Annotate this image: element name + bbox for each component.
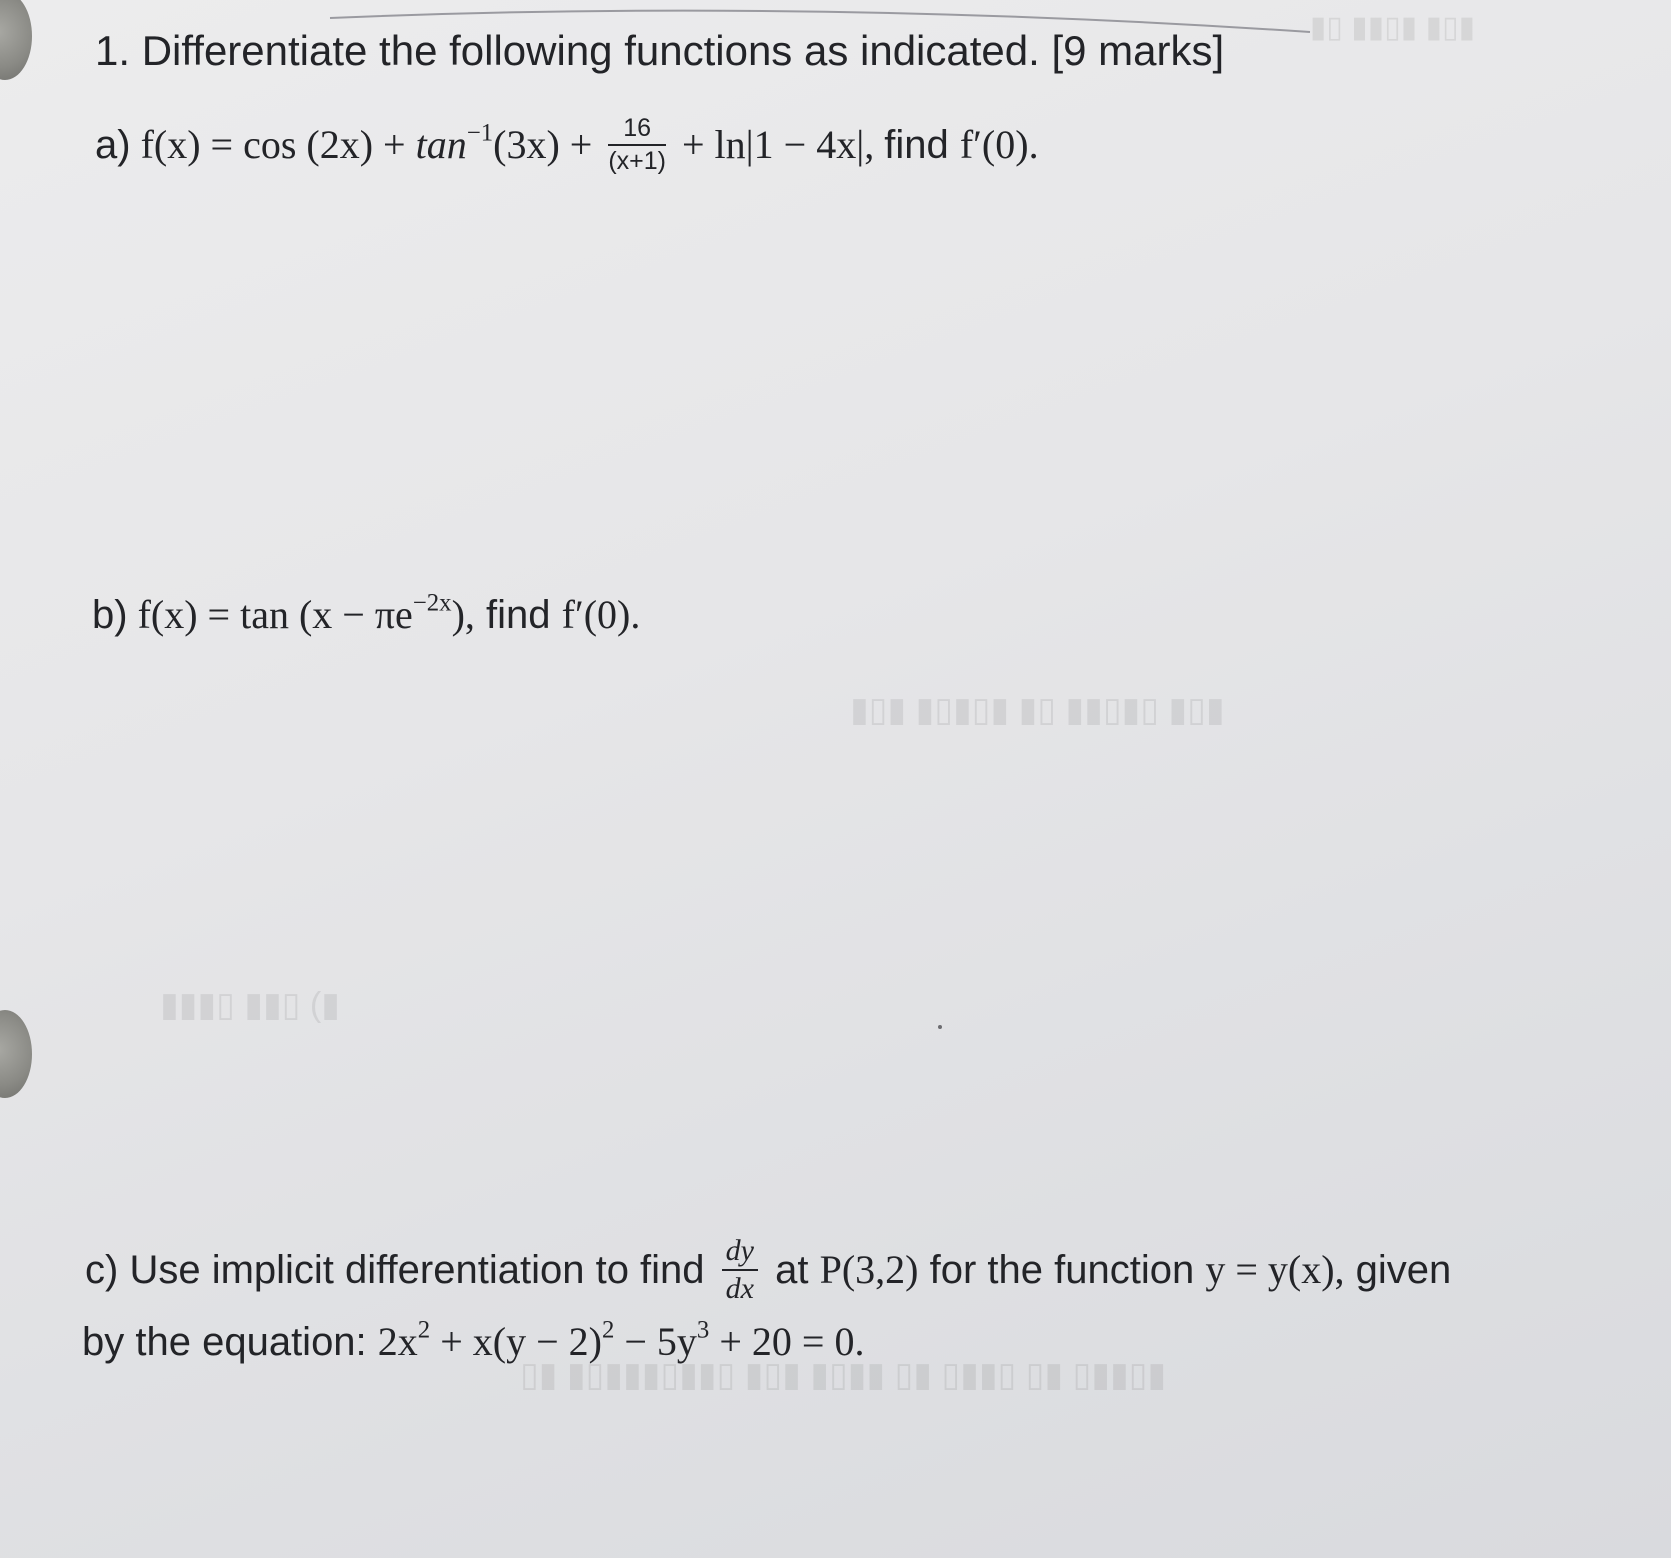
part-c-eq-power-2: 2 [601,1316,615,1344]
part-b-exp-power: −2x [412,589,452,617]
part-c-eq-power-1: 2 [417,1316,431,1344]
part-c-fraction-numerator: dy [722,1236,758,1271]
part-c-point: P(3,2) [819,1247,919,1293]
part-a-fraction-numerator: 16 [608,116,666,146]
part-b-expr-end: ), [451,592,475,637]
punch-hole-middle [0,1010,32,1098]
part-c-text-3: for the function [918,1248,1206,1293]
part-c-label: c) [85,1248,119,1293]
part-a-expr-start: f(x) = cos (2x) + [140,122,416,168]
part-c-eq-part-4: + 20 = 0. [709,1319,865,1364]
part-a-tan-power: −1 [466,119,494,147]
bleed-through-text: ▮▯▮▮▯ ▮▯ ▯▮▮▯ ▮▯ ▮▮▯▮ ▮▯▮ ▯▮▮▯▮▮▮▯▮ ▮▯ [520,1356,1167,1394]
part-a-tan-arg: (3x) + [493,122,603,168]
part-c-line-2 [82,1316,865,1364]
part-c-line2-text: by the equation: [82,1320,378,1364]
part-c-eq-part-2: + x(y − 2) [430,1319,602,1364]
paper-speck [938,1025,942,1029]
part-a-fraction [608,116,666,174]
part-b-expr-start: f(x) = tan (x − πe [137,592,413,637]
part-c-text-2: at [763,1248,820,1293]
part-b-find: find [474,593,562,637]
part-c-line-1 [85,1234,1452,1308]
part-c-fraction-denominator: dx [725,1272,754,1305]
part-a-label: a) [95,123,131,168]
part-c-text-1: Use implicit differentiation to find [118,1248,716,1293]
part-b-label: b) [92,593,128,637]
part-c-eq-part-1: 2x [377,1319,418,1364]
part-b-target: f′(0). [561,592,641,637]
part-c-eq-part-3: − 5y [614,1319,697,1364]
part-a-expression [140,114,885,175]
part-c-function: y = y(x), [1205,1247,1345,1293]
part-b-expression [137,589,475,637]
bleed-through-text: ▮▯▮ ▮▯▮▮ ▯▮ [1310,11,1476,44]
bleed-through-text: ▮▯▮ ▯▮▯▮▮ ▯▮ ▮▯▮▯▮ ▮▯▮ [850,691,1225,729]
part-c-equation [377,1316,865,1364]
part-b [92,589,641,637]
part-a-tan-name: tan [415,122,467,168]
question-title: 1. Differentiate the following functions as indicated. [9 marks] [95,27,1225,74]
part-a-target: f′(0). [959,122,1039,168]
part-a-expr-end: + ln|1 − 4x|, [672,122,875,168]
part-c-derivative-fraction [722,1236,758,1304]
part-c-eq-power-3: 3 [696,1316,710,1344]
bleed-through-text: ▮) ▯▮▮ ▯▮▮▮ [160,986,340,1024]
part-a [95,114,1039,178]
part-a-find: find [884,123,960,168]
part-c-text-4: given [1344,1248,1452,1293]
part-a-fraction-denominator: (x+1) [608,147,666,175]
